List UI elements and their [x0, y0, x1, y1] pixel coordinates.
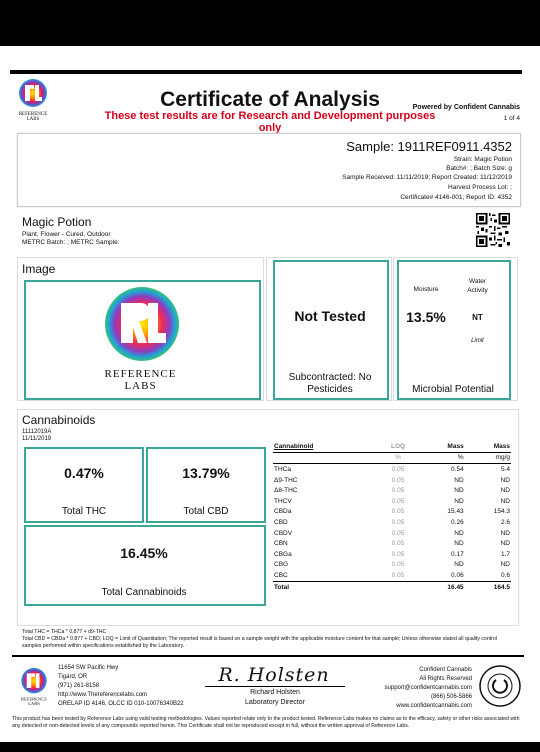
mass-mg-value: ND	[500, 487, 510, 495]
total-cannabinoids-label: Total Cannabinoids	[101, 587, 187, 598]
cannabinoid-name: CBDV	[274, 529, 293, 537]
col-loq: LOQ	[391, 442, 406, 450]
cannabinoid-name: CBN	[274, 540, 288, 548]
total-thc-label: Total THC	[61, 506, 107, 517]
mass-pct-value: ND	[454, 561, 464, 569]
loq-value: 0.05	[391, 465, 405, 473]
table-row	[273, 538, 511, 549]
total-thc-value: 0.47%	[64, 465, 104, 481]
footnote	[22, 629, 512, 650]
table-row	[273, 549, 511, 560]
top-black-bar	[0, 0, 540, 46]
table-row	[273, 570, 511, 581]
footnote-line-1: Total THC = THCa * 0.877 + d9-THC	[22, 629, 107, 635]
reference-labs-logo-icon	[16, 78, 50, 122]
svg-text:LABS: LABS	[28, 701, 40, 707]
loq-value: 0.05	[391, 540, 405, 548]
bottom-black-bar	[0, 742, 540, 752]
col-mass-mg: Mass	[493, 442, 510, 450]
total-cbd-label: Total CBD	[183, 506, 229, 517]
water-activity-value: NT	[472, 313, 483, 322]
mass-mg-value: ND	[500, 529, 510, 537]
total-label: Total	[274, 583, 290, 591]
address-line-1: 11654 SW Pacific Hwy	[58, 665, 119, 671]
license-ids: ORELAP ID 4146, OLCC ID 010-10076340B22	[58, 701, 184, 707]
address-line-2: Tigard, OR	[58, 674, 88, 680]
strain: Strain: Magic Potion	[453, 156, 512, 163]
total-cannabinoids-value: 16.45%	[120, 545, 168, 561]
cannabinoid-name: Δ9-THC	[274, 476, 298, 484]
dates: Sample Received: 11/11/2019; Report Created: 11/12/2019	[342, 174, 512, 181]
signature	[215, 664, 333, 686]
signature-text: R. Holsten	[218, 664, 330, 686]
cannabinoids-id: 11112019A	[22, 429, 52, 435]
batch: Batch#: ; Batch Size: g	[446, 165, 512, 172]
mass-pct-value: ND	[454, 529, 464, 537]
cannabinoid-name: CBD	[274, 518, 288, 526]
mass-mg-value: 1.7	[500, 550, 510, 558]
page-number: 1 of 4	[503, 115, 520, 122]
signer-title: Laboratory Director	[245, 699, 305, 706]
unit-mass-pct: %	[457, 454, 464, 462]
cannabinoid-name: CBDa	[274, 508, 292, 516]
table-row	[273, 560, 511, 571]
footer-rule	[12, 655, 524, 657]
table-row	[273, 507, 511, 518]
moisture-value: 13.5%	[406, 309, 446, 325]
col-mass-pct: Mass	[447, 442, 464, 450]
confident-cannabis-seal-icon	[478, 664, 522, 708]
svg-text:REFERENCE: REFERENCE	[21, 696, 47, 702]
cc-rights: All Rights Reserved	[419, 676, 472, 682]
water-activity-label-1: Water	[468, 278, 487, 285]
mass-pct-value: ND	[454, 487, 464, 495]
mass-mg-value: 2.6	[500, 518, 510, 526]
signer-name: Richard Holsten	[250, 689, 300, 696]
mass-pct-value: 0.54	[451, 465, 464, 473]
cannabinoids-heading: Cannabinoids	[22, 413, 96, 427]
total-loq	[378, 581, 419, 592]
cannabinoid-table	[273, 441, 511, 592]
metrc-info: METRC Batch: ; METRC Sample:	[22, 239, 120, 246]
cannabinoids-date: 11/11/2019	[22, 436, 52, 442]
mass-pct-value: 15.43	[447, 508, 464, 516]
mass-mg-value: ND	[500, 540, 510, 548]
footer-logo-icon	[18, 667, 50, 707]
website-link[interactable]: http://www.Thereferencelabs.com	[58, 692, 148, 698]
research-notice: These test results are for Research and Development purposes only	[104, 110, 436, 134]
loq-value: 0.05	[391, 508, 405, 516]
total-mass-mg: 164.5	[493, 583, 510, 591]
loq-value: 0.05	[391, 518, 405, 526]
table-row	[273, 485, 511, 496]
loq-value: 0.05	[391, 529, 405, 537]
cc-website[interactable]: www.confidentcannabis.com	[396, 703, 472, 709]
table-row	[273, 496, 511, 507]
pesticides-status: Not Tested	[294, 308, 366, 324]
logo-text-labs: LABS	[124, 380, 157, 392]
cc-name: Confident Cannabis	[419, 667, 472, 673]
cannabinoid-name: CBGa	[274, 550, 292, 558]
reference-labs-large-logo-icon	[103, 285, 181, 363]
cannabinoid-name: THCa	[274, 465, 291, 473]
loq-value: 0.05	[391, 476, 405, 484]
sample-id: Sample: 1911REF0911.4352	[346, 139, 512, 154]
disclaimer: This product has been tested by Reference Labs using valid testing methodologies. Values reported relate only to the product tested. Reference Labs makes no claims as to the efficacy, safety or other risks associated with any detected or non-detected levels of any compounds reported herein. This Certificate shall not be reproduced except in full, without the written approval of Reference Labs.	[12, 716, 520, 729]
product-type: Plant, Flower - Cured, Outdoor	[22, 231, 111, 238]
mass-pct-value: 0.17	[451, 550, 464, 558]
cannabinoid-name: THCV	[274, 497, 292, 505]
cannabinoid-name: CBC	[274, 571, 288, 579]
phone: (971) 261-8158	[58, 683, 100, 689]
powered-by: Powered by Confident Cannabis	[412, 104, 520, 111]
svg-text:REFERENCE: REFERENCE	[18, 112, 48, 117]
page-title: Certificate of Analysis	[160, 88, 380, 111]
unit-loq: %	[395, 454, 401, 462]
sample-info-box	[17, 133, 521, 207]
loq-value: 0.05	[391, 550, 405, 558]
image-heading: Image	[22, 262, 56, 276]
mass-mg-value: 5.4	[500, 465, 510, 473]
mass-pct-value: ND	[454, 540, 464, 548]
header-rule	[10, 70, 522, 74]
mass-mg-value: ND	[500, 497, 510, 505]
signature-line	[205, 686, 345, 687]
limit-label: Limit	[471, 338, 484, 344]
qr-code-icon[interactable]	[476, 213, 510, 247]
mass-mg-value: 0.6	[500, 571, 510, 579]
mass-pct-value: ND	[454, 476, 464, 484]
microbial-label: Microbial Potential	[412, 384, 494, 395]
cannabinoid-name: Δ8-THC	[274, 487, 298, 495]
moisture-label: Moisture	[413, 286, 439, 293]
subcontracted-label: Subcontracted: No	[288, 372, 372, 383]
loq-value: 0.05	[391, 561, 405, 569]
mass-pct-value: ND	[454, 497, 464, 505]
mass-pct-value: 0.26	[451, 518, 464, 526]
certificate-number: Certificate# 4146-001; Report ID: 4352	[400, 194, 512, 201]
footnote-line-2: Total CBD = CBDa * 0.877 + CBD; LOQ = Limit of Quantitation; The reported result is based on a sample weight with the applicable moisture content for that sample; Unless otherwise stated all quality control samples performed within specifications established by the Laboratory.	[22, 636, 497, 649]
cc-email[interactable]: support@confidentcannabis.com	[384, 685, 472, 691]
table-row	[273, 464, 511, 475]
pesticides-label: Pesticides	[307, 384, 353, 395]
mass-mg-value: ND	[500, 561, 510, 569]
logo-text-reference: REFERENCE	[104, 368, 177, 380]
unit-empty	[273, 452, 378, 464]
loq-value: 0.05	[391, 487, 405, 495]
total-cbd-value: 13.79%	[182, 465, 230, 481]
table-row	[273, 475, 511, 486]
cc-phone: (866) 506-5866	[430, 694, 472, 700]
mass-mg-value: ND	[500, 476, 510, 484]
col-cannabinoid: Cannabinoid	[274, 442, 314, 450]
table-row	[273, 517, 511, 528]
mass-mg-value: 154.3	[493, 508, 510, 516]
total-mass-pct: 16.45	[447, 583, 464, 591]
water-activity-label-2: Activity	[467, 287, 488, 294]
unit-mass-mg: mg/g	[495, 454, 510, 462]
mass-pct-value: 0.06	[451, 571, 464, 579]
svg-text:LABS: LABS	[26, 117, 40, 122]
harvest-lot: Harvest Process Lot: ;	[448, 184, 512, 191]
cannabinoid-name: CBG	[274, 561, 289, 569]
loq-value: 0.05	[391, 497, 405, 505]
table-row	[273, 528, 511, 539]
loq-value: 0.05	[391, 571, 405, 579]
product-name: Magic Potion	[22, 215, 92, 229]
